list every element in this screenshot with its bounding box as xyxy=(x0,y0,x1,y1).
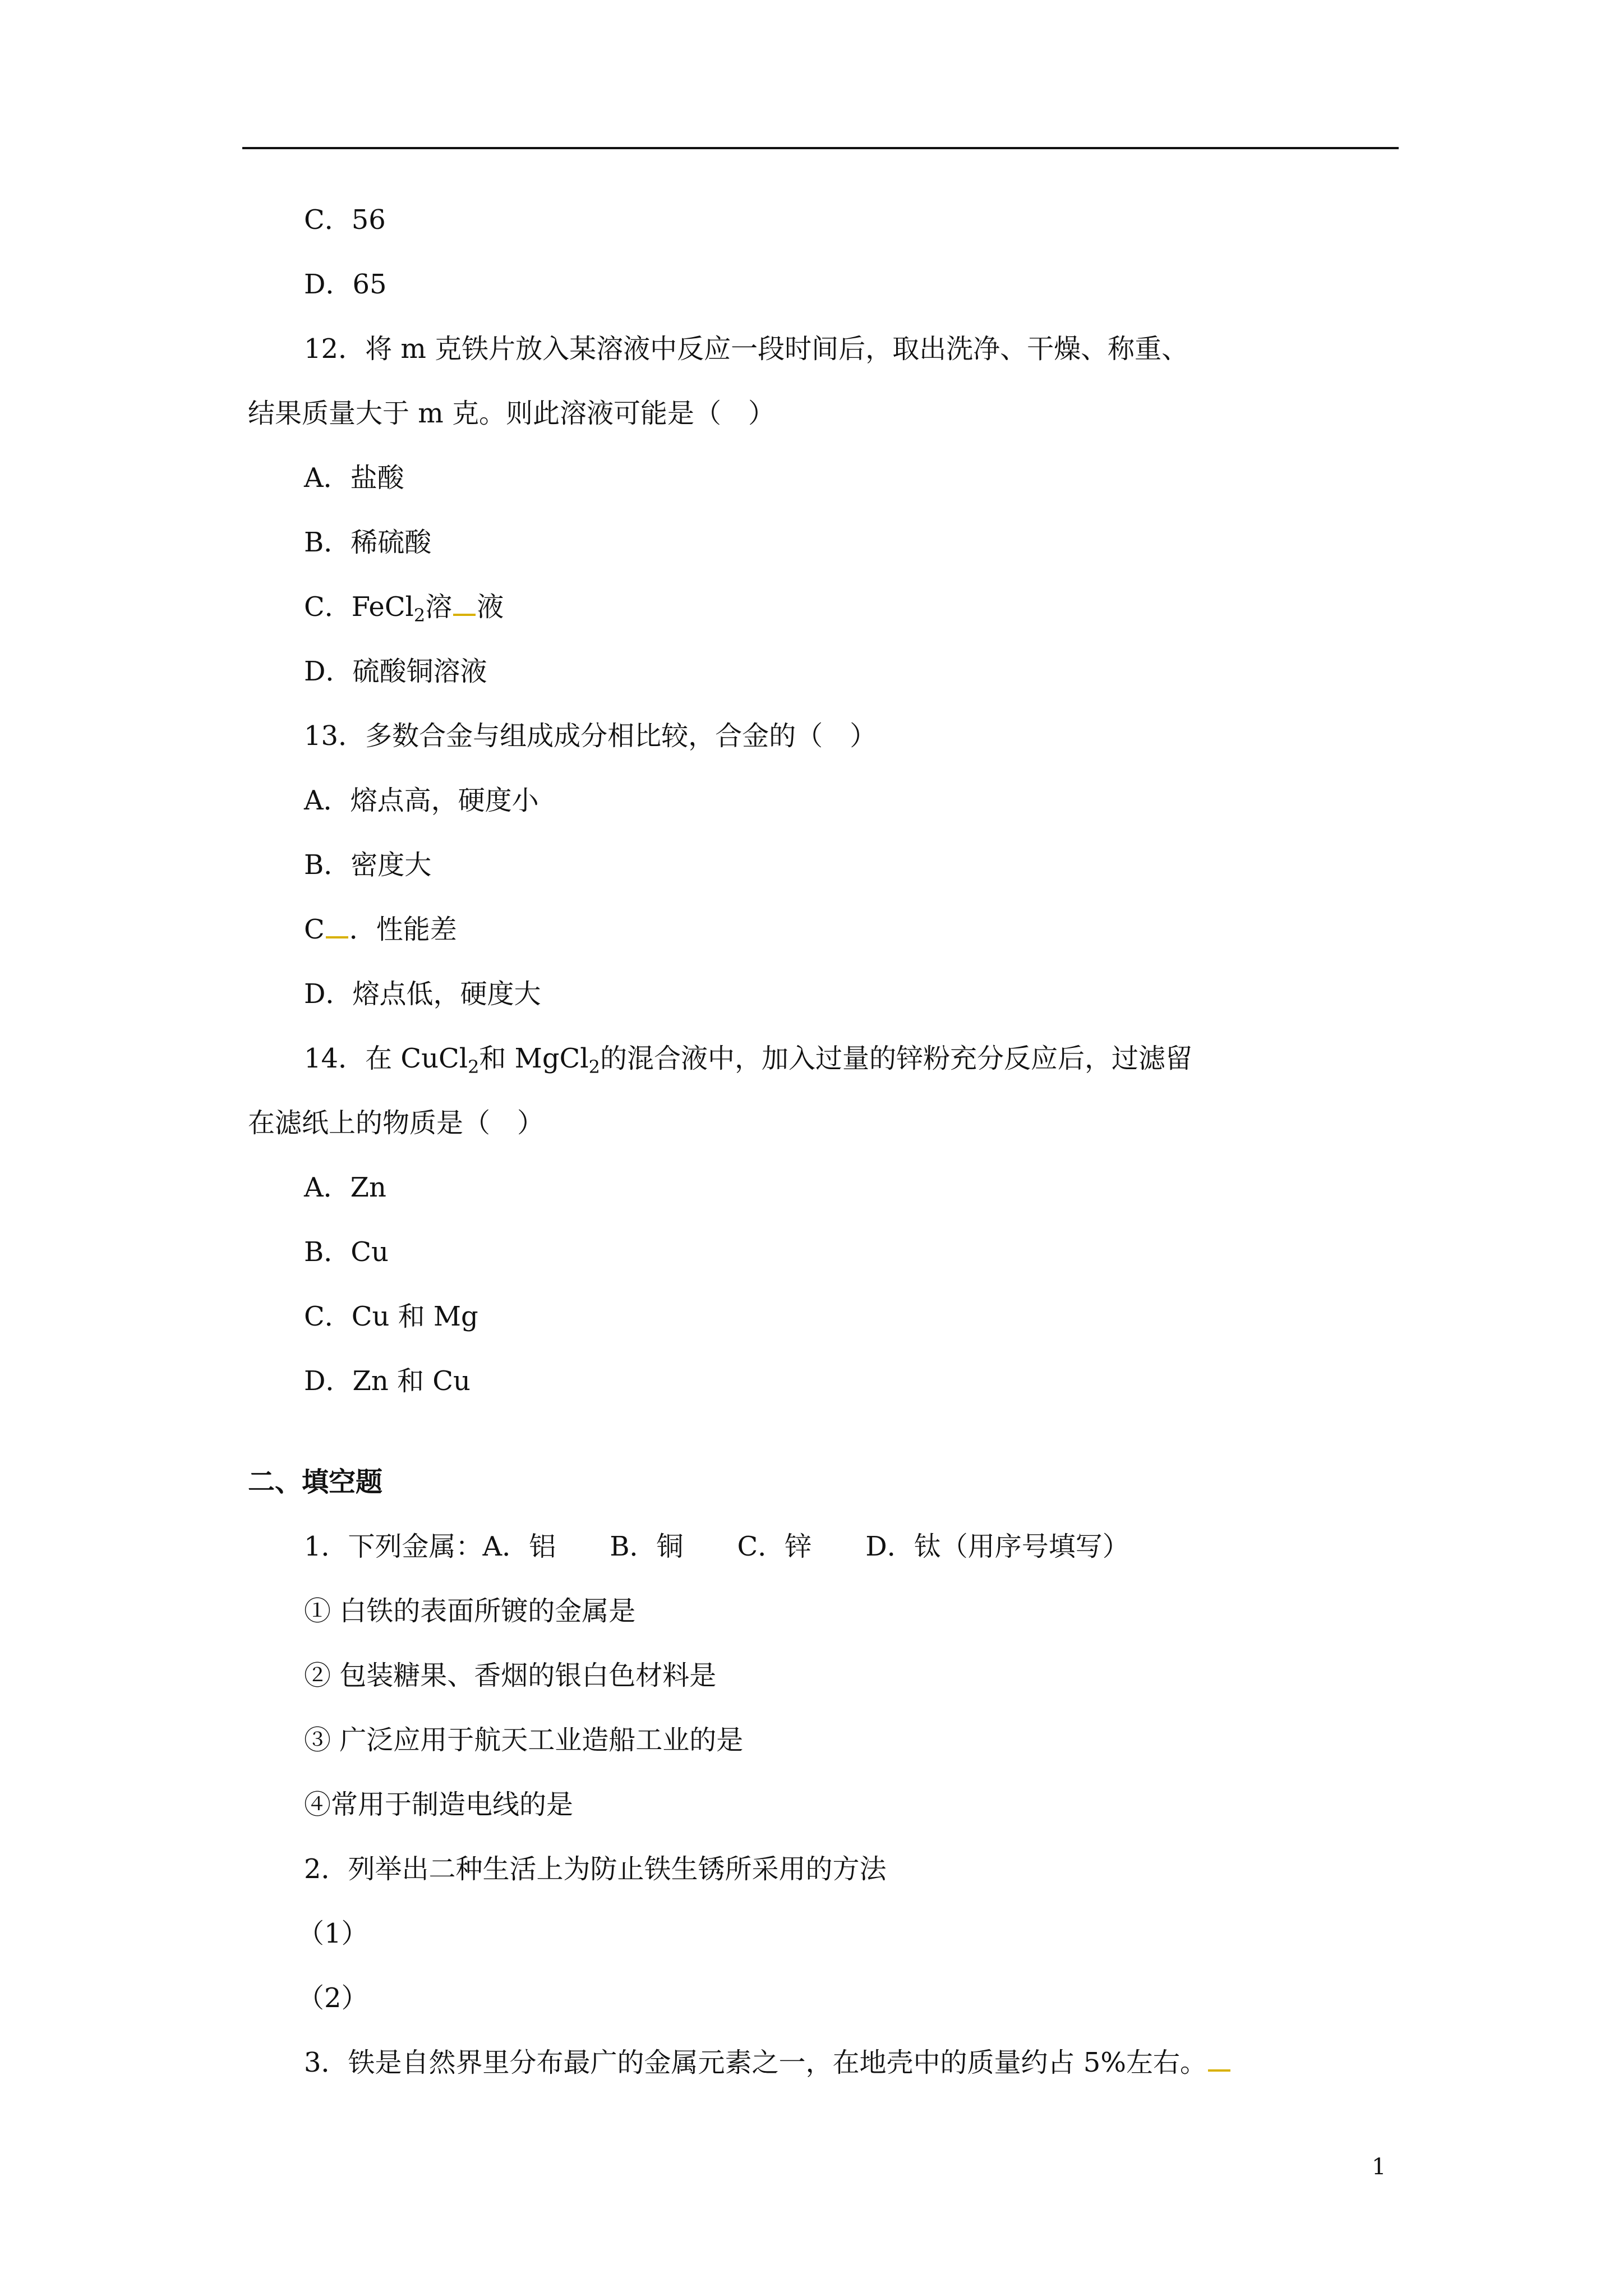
fill-question-2-blank-2: （2） xyxy=(297,1982,368,2014)
fill-question-2-blank-1: （1） xyxy=(297,1918,368,1949)
section-title: 二、填空题 xyxy=(248,1466,383,1498)
page-number: 1 xyxy=(1372,2154,1386,2180)
option-c-q11: C．56 xyxy=(304,204,386,236)
highlight-mark xyxy=(1208,2069,1230,2072)
fill-question-1-item-2: ② 包装糖果、香烟的银白色材料是 xyxy=(304,1660,717,1691)
option-d-q12: D．硫酸铜溶液 xyxy=(304,656,487,687)
option-c-q12-prefix: C．FeCl xyxy=(304,591,414,623)
q14-text-a: 14．在 CuCl xyxy=(304,1043,468,1074)
option-c-q13-text: ．性能差 xyxy=(349,914,457,945)
fill-question-1-item-3: ③ 广泛应用于航天工业造船工业的是 xyxy=(304,1724,744,1756)
q14-text-c: 的混合液中，加入过量的锌粉充分反应后，过滤留 xyxy=(600,1043,1193,1074)
question-13-stem: 13．多数合金与组成成分相比较，合金的（ ） xyxy=(304,720,877,752)
option-c-q13 xyxy=(304,913,457,946)
question-12-stem-cont: 结果质量大于 m 克。则此溶液可能是（ ） xyxy=(248,398,776,429)
highlight-mark xyxy=(453,614,476,616)
fill-question-1-item-4: ④常用于制造电线的是 xyxy=(304,1789,574,1820)
option-c-q12-end: 液 xyxy=(477,591,504,623)
highlight-mark xyxy=(326,936,348,938)
option-d-q13: D．熔点低，硬度大 xyxy=(304,978,541,1010)
fill-question-1-item-1: ① 白铁的表面所镀的金属是 xyxy=(304,1595,636,1627)
question-14-stem-cont: 在滤纸上的物质是（ ） xyxy=(248,1107,545,1139)
option-c-q12-mid: 溶 xyxy=(425,591,453,623)
option-a-q12: A．盐酸 xyxy=(304,462,404,494)
option-c-q14: C．Cu 和 Mg xyxy=(304,1301,478,1332)
question-14-stem xyxy=(304,1042,1192,1078)
subscript: 2 xyxy=(413,605,426,626)
fill-question-1-stem: 1．下列金属：A．铝 B．铜 C．锌 D．钛（用序号填写） xyxy=(304,1531,1129,1562)
fill-question-3-stem xyxy=(304,2046,1232,2079)
option-d-q11: D．65 xyxy=(304,269,387,300)
question-12-stem: 12．将 m 克铁片放入某溶液中反应一段时间后，取出洗净、干燥、称重、 xyxy=(304,333,1189,365)
header-rule xyxy=(242,147,1399,149)
option-c-q13-prefix: C xyxy=(304,914,325,945)
option-a-q14: A．Zn xyxy=(304,1172,386,1203)
fill-question-3-text: 3．铁是自然界里分布最广的金属元素之一，在地壳中的质量约占 5%左右。 xyxy=(304,2047,1207,2078)
option-b-q13: B．密度大 xyxy=(304,849,432,881)
option-a-q13: A．熔点高，硬度小 xyxy=(304,785,539,816)
fill-question-2-stem: 2．列举出二种生活上为防止铁生锈所采用的方法 xyxy=(304,1853,887,1885)
subscript: 2 xyxy=(588,1056,600,1078)
option-b-q14: B．Cu xyxy=(304,1236,389,1268)
option-b-q12: B．稀硫酸 xyxy=(304,527,432,558)
subscript: 2 xyxy=(468,1056,479,1078)
option-c-q12 xyxy=(304,590,504,627)
option-d-q14: D．Zn 和 Cu xyxy=(304,1365,471,1397)
q14-text-b: 和 MgCl xyxy=(479,1043,589,1074)
